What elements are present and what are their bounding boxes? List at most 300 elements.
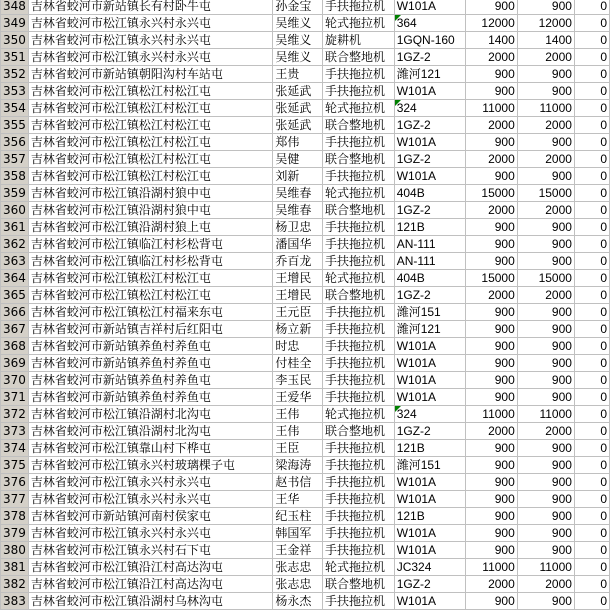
cell-amount-b[interactable]: 900 xyxy=(517,338,574,355)
cell-machine-type[interactable]: 手扶拖拉机 xyxy=(323,474,395,491)
row-header[interactable]: 373 xyxy=(1,423,29,440)
row-header[interactable]: 374 xyxy=(1,440,29,457)
cell-machine-type[interactable]: 旋耕机 xyxy=(323,32,395,49)
cell-machine-type[interactable]: 手扶拖拉机 xyxy=(323,134,395,151)
cell-address[interactable]: 吉林省蛟河市松江镇沿江村高达沟屯 xyxy=(28,576,272,593)
cell-address[interactable]: 吉林省蛟河市松江镇永兴村永兴屯 xyxy=(28,49,272,66)
cell-machine-type[interactable]: 轮式拖拉机 xyxy=(323,15,395,32)
cell-model[interactable]: W101A xyxy=(394,338,466,355)
table-row xyxy=(1,287,610,304)
cell-machine-type[interactable]: 手扶拖拉机 xyxy=(323,253,395,270)
cell-amount-c[interactable]: 0 xyxy=(574,202,609,219)
cell-machine-type[interactable]: 手扶拖拉机 xyxy=(323,0,395,15)
cell-amount-c[interactable]: 0 xyxy=(574,457,609,474)
cell-model[interactable]: JC324 xyxy=(394,559,466,576)
cell-amount-b[interactable]: 11000 xyxy=(517,559,574,576)
cell-name[interactable]: 王增民 xyxy=(273,287,323,304)
cell-machine-type[interactable]: 手扶拖拉机 xyxy=(323,372,395,389)
cell-address[interactable]: 吉林省蛟河市松江镇松江村松江屯 xyxy=(28,270,272,287)
cell-machine-type[interactable]: 联合整地机 xyxy=(323,423,395,440)
cell-amount-b[interactable]: 900 xyxy=(517,83,574,100)
cell-amount-c[interactable]: 0 xyxy=(574,491,609,508)
cell-amount-c[interactable]: 0 xyxy=(574,185,609,202)
row-header[interactable]: 376 xyxy=(1,474,29,491)
cell-name[interactable]: 韩国军 xyxy=(273,525,323,542)
cell-amount-c[interactable]: 0 xyxy=(574,321,609,338)
cell-amount-a[interactable]: 900 xyxy=(466,491,517,508)
row-header[interactable]: 352 xyxy=(1,66,29,83)
cell-amount-b[interactable]: 900 xyxy=(517,253,574,270)
cell-amount-c[interactable]: 0 xyxy=(574,66,609,83)
cell-address[interactable]: 吉林省蛟河市新站镇养鱼村养鱼屯 xyxy=(28,355,272,372)
row-header[interactable]: 367 xyxy=(1,321,29,338)
cell-name[interactable]: 纪玉柱 xyxy=(273,508,323,525)
cell-machine-type[interactable]: 手扶拖拉机 xyxy=(323,542,395,559)
cell-amount-c[interactable]: 0 xyxy=(574,270,609,287)
cell-model[interactable]: 121B xyxy=(394,508,466,525)
cell-machine-type[interactable]: 手扶拖拉机 xyxy=(323,321,395,338)
cell-machine-type[interactable]: 轮式拖拉机 xyxy=(323,270,395,287)
cell-amount-a[interactable]: 900 xyxy=(466,0,517,15)
cell-address[interactable]: 吉林省蛟河市松江镇松江村松江屯 xyxy=(28,168,272,185)
cell-address[interactable]: 吉林省蛟河市新站镇养鱼村养鱼屯 xyxy=(28,372,272,389)
cell-amount-a[interactable]: 2000 xyxy=(466,49,517,66)
row-header[interactable]: 370 xyxy=(1,372,29,389)
cell-address[interactable]: 吉林省蛟河市松江镇永兴村永兴屯 xyxy=(28,32,272,49)
cell-model[interactable]: 324 xyxy=(394,406,466,423)
cell-machine-type[interactable]: 手扶拖拉机 xyxy=(323,525,395,542)
cell-amount-b[interactable]: 15000 xyxy=(517,270,574,287)
cell-amount-a[interactable]: 15000 xyxy=(466,270,517,287)
cell-name[interactable]: 王爱华 xyxy=(273,389,323,406)
cell-name[interactable]: 王臣 xyxy=(273,440,323,457)
cell-name[interactable]: 张志忠 xyxy=(273,559,323,576)
cell-amount-a[interactable]: 2000 xyxy=(466,117,517,134)
cell-address[interactable]: 吉林省蛟河市松江镇沿湖村狼中屯 xyxy=(28,185,272,202)
cell-amount-c[interactable]: 0 xyxy=(574,406,609,423)
cell-amount-c[interactable]: 0 xyxy=(574,134,609,151)
cell-model[interactable]: 404B xyxy=(394,185,466,202)
cell-amount-b[interactable]: 900 xyxy=(517,593,574,610)
cell-model[interactable]: W101A xyxy=(394,168,466,185)
cell-address[interactable]: 吉林省蛟河市松江镇临江村杉松背屯 xyxy=(28,236,272,253)
cell-machine-type[interactable]: 轮式拖拉机 xyxy=(323,406,395,423)
cell-model[interactable]: W101A xyxy=(394,593,466,610)
cell-machine-type[interactable]: 联合整地机 xyxy=(323,287,395,304)
cell-amount-c[interactable]: 0 xyxy=(574,576,609,593)
cell-machine-type[interactable]: 联合整地机 xyxy=(323,151,395,168)
cell-amount-a[interactable]: 900 xyxy=(466,542,517,559)
cell-address[interactable]: 吉林省蛟河市松江镇松江村松江屯 xyxy=(28,151,272,168)
cell-name[interactable]: 吴维春 xyxy=(273,185,323,202)
cell-amount-c[interactable]: 0 xyxy=(574,0,609,15)
table-row xyxy=(1,304,610,321)
cell-amount-a[interactable]: 11000 xyxy=(466,406,517,423)
cell-amount-b[interactable]: 2000 xyxy=(517,117,574,134)
cell-amount-a[interactable]: 900 xyxy=(466,457,517,474)
cell-amount-a[interactable]: 900 xyxy=(466,525,517,542)
cell-machine-type[interactable]: 手扶拖拉机 xyxy=(323,219,395,236)
row-header[interactable]: 381 xyxy=(1,559,29,576)
cell-amount-a[interactable]: 900 xyxy=(466,338,517,355)
cell-model[interactable]: W101A xyxy=(394,355,466,372)
cell-model[interactable]: W101A xyxy=(394,525,466,542)
cell-address[interactable]: 吉林省蛟河市新站镇河南村侯家屯 xyxy=(28,508,272,525)
cell-amount-b[interactable]: 900 xyxy=(517,457,574,474)
cell-amount-b[interactable]: 15000 xyxy=(517,185,574,202)
row-header[interactable]: 378 xyxy=(1,508,29,525)
cell-address[interactable]: 吉林省蛟河市松江镇永兴村玻璃棵子屯 xyxy=(28,457,272,474)
cell-name[interactable]: 张延武 xyxy=(273,117,323,134)
cell-amount-c[interactable]: 0 xyxy=(574,338,609,355)
cell-name[interactable]: 杨永杰 xyxy=(273,593,323,610)
cell-amount-c[interactable]: 0 xyxy=(574,253,609,270)
cell-name[interactable]: 孙金宝 xyxy=(273,0,323,15)
cell-model[interactable]: AN-111 xyxy=(394,236,466,253)
cell-amount-b[interactable]: 900 xyxy=(517,491,574,508)
cell-amount-a[interactable]: 900 xyxy=(466,593,517,610)
row-header[interactable]: 366 xyxy=(1,304,29,321)
cell-model[interactable]: 1GZ-2 xyxy=(394,287,466,304)
cell-address[interactable]: 吉林省蛟河市松江镇松江村松江屯 xyxy=(28,100,272,117)
cell-name[interactable]: 王伟 xyxy=(273,423,323,440)
cell-machine-type[interactable]: 手扶拖拉机 xyxy=(323,355,395,372)
row-header[interactable]: 364 xyxy=(1,270,29,287)
row-header[interactable]: 383 xyxy=(1,593,29,610)
cell-amount-b[interactable]: 900 xyxy=(517,236,574,253)
table-row xyxy=(1,423,610,440)
cell-name[interactable]: 刘新 xyxy=(273,168,323,185)
cell-model[interactable]: 1GZ-2 xyxy=(394,423,466,440)
cell-model[interactable]: 404B xyxy=(394,270,466,287)
cell-amount-b[interactable]: 900 xyxy=(517,542,574,559)
cell-name[interactable]: 潘国华 xyxy=(273,236,323,253)
row-header[interactable]: 380 xyxy=(1,542,29,559)
cell-name[interactable]: 王元臣 xyxy=(273,304,323,321)
cell-name[interactable]: 王增民 xyxy=(273,270,323,287)
cell-amount-c[interactable]: 0 xyxy=(574,423,609,440)
cell-amount-c[interactable]: 0 xyxy=(574,15,609,32)
cell-amount-b[interactable]: 12000 xyxy=(517,15,574,32)
cell-machine-type[interactable]: 联合整地机 xyxy=(323,117,395,134)
cell-address[interactable]: 吉林省蛟河市松江镇松江村松江屯 xyxy=(28,83,272,100)
cell-amount-a[interactable]: 2000 xyxy=(466,576,517,593)
cell-amount-a[interactable]: 900 xyxy=(466,508,517,525)
table-row xyxy=(1,321,610,338)
cell-amount-b[interactable]: 900 xyxy=(517,440,574,457)
cell-name[interactable]: 付桂全 xyxy=(273,355,323,372)
cell-amount-a[interactable]: 900 xyxy=(466,219,517,236)
cell-model[interactable]: 1GZ-2 xyxy=(394,117,466,134)
cell-amount-a[interactable]: 11000 xyxy=(466,100,517,117)
cell-model[interactable]: 潍河121 xyxy=(394,66,466,83)
table-row xyxy=(1,372,610,389)
cell-amount-c[interactable]: 0 xyxy=(574,593,609,610)
cell-amount-c[interactable]: 0 xyxy=(574,236,609,253)
row-header[interactable]: 359 xyxy=(1,185,29,202)
cell-model[interactable]: W101A xyxy=(394,83,466,100)
row-header[interactable]: 350 xyxy=(1,32,29,49)
cell-name[interactable]: 王伟 xyxy=(273,406,323,423)
cell-amount-b[interactable]: 2000 xyxy=(517,151,574,168)
cell-amount-c[interactable]: 0 xyxy=(574,372,609,389)
cell-amount-b[interactable]: 900 xyxy=(517,525,574,542)
cell-amount-a[interactable]: 900 xyxy=(466,372,517,389)
cell-amount-b[interactable]: 1400 xyxy=(517,32,574,49)
cell-name[interactable]: 梁海涛 xyxy=(273,457,323,474)
cell-amount-c[interactable]: 0 xyxy=(574,389,609,406)
cell-amount-c[interactable]: 0 xyxy=(574,168,609,185)
cell-amount-b[interactable]: 2000 xyxy=(517,202,574,219)
cell-amount-b[interactable]: 11000 xyxy=(517,406,574,423)
cell-machine-type[interactable]: 手扶拖拉机 xyxy=(323,83,395,100)
row-header[interactable]: 356 xyxy=(1,134,29,151)
cell-amount-c[interactable]: 0 xyxy=(574,525,609,542)
row-header[interactable]: 351 xyxy=(1,49,29,66)
cell-amount-a[interactable]: 2000 xyxy=(466,287,517,304)
row-header[interactable]: 355 xyxy=(1,117,29,134)
cell-amount-c[interactable]: 0 xyxy=(574,117,609,134)
row-header[interactable]: 372 xyxy=(1,406,29,423)
row-header[interactable]: 368 xyxy=(1,338,29,355)
row-header[interactable]: 382 xyxy=(1,576,29,593)
cell-address[interactable]: 吉林省蛟河市松江镇永兴村永兴屯 xyxy=(28,525,272,542)
table-row xyxy=(1,49,610,66)
row-header[interactable]: 353 xyxy=(1,83,29,100)
cell-amount-b[interactable]: 900 xyxy=(517,66,574,83)
cell-model[interactable]: AN-111 xyxy=(394,253,466,270)
cell-amount-a[interactable]: 900 xyxy=(466,236,517,253)
row-header[interactable]: 375 xyxy=(1,457,29,474)
cell-amount-b[interactable]: 900 xyxy=(517,508,574,525)
cell-amount-a[interactable]: 900 xyxy=(466,168,517,185)
cell-amount-c[interactable]: 0 xyxy=(574,32,609,49)
cell-model[interactable]: W101A xyxy=(394,0,466,15)
cell-address[interactable]: 吉林省蛟河市松江镇靠山村下桦屯 xyxy=(28,440,272,457)
cell-amount-b[interactable]: 900 xyxy=(517,134,574,151)
cell-model[interactable]: 1GZ-2 xyxy=(394,49,466,66)
cell-amount-a[interactable]: 2000 xyxy=(466,202,517,219)
cell-amount-b[interactable]: 900 xyxy=(517,219,574,236)
cell-amount-b[interactable]: 900 xyxy=(517,372,574,389)
cell-machine-type[interactable]: 手扶拖拉机 xyxy=(323,389,395,406)
cell-amount-a[interactable]: 900 xyxy=(466,355,517,372)
row-header[interactable]: 349 xyxy=(1,15,29,32)
cell-amount-b[interactable]: 2000 xyxy=(517,576,574,593)
cell-model[interactable]: W101A xyxy=(394,474,466,491)
cell-address[interactable]: 吉林省蛟河市松江镇永兴村石下屯 xyxy=(28,542,272,559)
cell-address[interactable]: 吉林省蛟河市松江镇松江村松江屯 xyxy=(28,134,272,151)
cell-model[interactable]: W101A xyxy=(394,134,466,151)
cell-name[interactable]: 郑伟 xyxy=(273,134,323,151)
cell-amount-a[interactable]: 15000 xyxy=(466,185,517,202)
cell-model[interactable]: 324 xyxy=(394,100,466,117)
cell-model[interactable]: W101A xyxy=(394,372,466,389)
row-header[interactable]: 360 xyxy=(1,202,29,219)
row-header[interactable]: 377 xyxy=(1,491,29,508)
cell-amount-c[interactable]: 0 xyxy=(574,355,609,372)
cell-amount-b[interactable]: 11000 xyxy=(517,100,574,117)
row-header[interactable]: 362 xyxy=(1,236,29,253)
cell-amount-c[interactable]: 0 xyxy=(574,440,609,457)
cell-address[interactable]: 吉林省蛟河市新站镇朝阳沟村车站屯 xyxy=(28,66,272,83)
cell-name[interactable]: 时忠 xyxy=(273,338,323,355)
cell-amount-a[interactable]: 900 xyxy=(466,474,517,491)
cell-address[interactable]: 吉林省蛟河市松江镇松江村福来东屯 xyxy=(28,304,272,321)
row-header[interactable]: 357 xyxy=(1,151,29,168)
row-header[interactable]: 379 xyxy=(1,525,29,542)
table-row xyxy=(1,474,610,491)
cell-amount-b[interactable]: 900 xyxy=(517,168,574,185)
cell-amount-a[interactable]: 1400 xyxy=(466,32,517,49)
cell-name[interactable]: 乔百龙 xyxy=(273,253,323,270)
cell-machine-type[interactable]: 手扶拖拉机 xyxy=(323,168,395,185)
cell-address[interactable]: 吉林省蛟河市松江镇沿湖村北沟屯 xyxy=(28,406,272,423)
cell-name[interactable]: 杨立新 xyxy=(273,321,323,338)
cell-amount-b[interactable]: 900 xyxy=(517,321,574,338)
cell-amount-a[interactable]: 900 xyxy=(466,134,517,151)
row-header[interactable]: 369 xyxy=(1,355,29,372)
cell-machine-type[interactable]: 联合整地机 xyxy=(323,49,395,66)
cell-amount-c[interactable]: 0 xyxy=(574,508,609,525)
cell-name[interactable]: 吴维义 xyxy=(273,15,323,32)
cell-name[interactable]: 吴维义 xyxy=(273,32,323,49)
cell-model[interactable]: 潍河151 xyxy=(394,457,466,474)
cell-amount-c[interactable]: 0 xyxy=(574,219,609,236)
cell-amount-b[interactable]: 2000 xyxy=(517,49,574,66)
row-header[interactable]: 354 xyxy=(1,100,29,117)
row-header[interactable]: 371 xyxy=(1,389,29,406)
cell-name[interactable]: 杨卫忠 xyxy=(273,219,323,236)
cell-model[interactable]: 1GQN-160 xyxy=(394,32,466,49)
cell-model[interactable]: 潍河121 xyxy=(394,321,466,338)
cell-name[interactable]: 吴维义 xyxy=(273,49,323,66)
cell-amount-b[interactable]: 900 xyxy=(517,0,574,15)
cell-amount-c[interactable]: 0 xyxy=(574,287,609,304)
cell-amount-b[interactable]: 900 xyxy=(517,389,574,406)
cell-name[interactable]: 吴维春 xyxy=(273,202,323,219)
cell-machine-type[interactable]: 联合整地机 xyxy=(323,576,395,593)
cell-machine-type[interactable]: 手扶拖拉机 xyxy=(323,593,395,610)
row-header[interactable]: 358 xyxy=(1,168,29,185)
cell-machine-type[interactable]: 手扶拖拉机 xyxy=(323,457,395,474)
cell-machine-type[interactable]: 轮式拖拉机 xyxy=(323,559,395,576)
cell-machine-type[interactable]: 轮式拖拉机 xyxy=(323,185,395,202)
row-header[interactable]: 365 xyxy=(1,287,29,304)
cell-machine-type[interactable]: 联合整地机 xyxy=(323,202,395,219)
cell-amount-a[interactable]: 900 xyxy=(466,389,517,406)
cell-amount-a[interactable]: 900 xyxy=(466,253,517,270)
cell-model[interactable]: 潍河151 xyxy=(394,304,466,321)
cell-name[interactable]: 张延武 xyxy=(273,100,323,117)
cell-amount-a[interactable]: 11000 xyxy=(466,559,517,576)
row-header[interactable]: 363 xyxy=(1,253,29,270)
cell-amount-c[interactable]: 0 xyxy=(574,542,609,559)
cell-machine-type[interactable]: 手扶拖拉机 xyxy=(323,491,395,508)
cell-amount-c[interactable]: 0 xyxy=(574,49,609,66)
cell-name[interactable]: 张延武 xyxy=(273,83,323,100)
cell-address[interactable]: 吉林省蛟河市松江镇沿江村高达沟屯 xyxy=(28,559,272,576)
cell-address[interactable]: 吉林省蛟河市松江镇沿湖村狼中屯 xyxy=(28,202,272,219)
cell-amount-c[interactable]: 0 xyxy=(574,83,609,100)
cell-machine-type[interactable]: 手扶拖拉机 xyxy=(323,66,395,83)
cell-amount-b[interactable]: 2000 xyxy=(517,423,574,440)
cell-amount-b[interactable]: 2000 xyxy=(517,287,574,304)
cell-address[interactable]: 吉林省蛟河市松江镇沿湖村狼上屯 xyxy=(28,219,272,236)
cell-address[interactable]: 吉林省蛟河市松江镇永兴村永兴屯 xyxy=(28,474,272,491)
cell-amount-a[interactable]: 2000 xyxy=(466,423,517,440)
cell-amount-a[interactable]: 900 xyxy=(466,66,517,83)
cell-address[interactable]: 吉林省蛟河市松江镇松江村松江屯 xyxy=(28,287,272,304)
cell-name[interactable]: 张志忠 xyxy=(273,576,323,593)
row-header[interactable]: 361 xyxy=(1,219,29,236)
cell-machine-type[interactable]: 手扶拖拉机 xyxy=(323,236,395,253)
cell-amount-a[interactable]: 2000 xyxy=(466,151,517,168)
cell-address[interactable]: 吉林省蛟河市松江镇永兴村永兴屯 xyxy=(28,15,272,32)
cell-model[interactable]: 121B xyxy=(394,219,466,236)
table-row xyxy=(1,338,610,355)
cell-name[interactable]: 赵书信 xyxy=(273,474,323,491)
cell-address[interactable]: 吉林省蛟河市新站镇养鱼村养鱼屯 xyxy=(28,338,272,355)
table-row xyxy=(1,151,610,168)
cell-amount-a[interactable]: 900 xyxy=(466,304,517,321)
cell-amount-a[interactable]: 900 xyxy=(466,83,517,100)
cell-address[interactable]: 吉林省蛟河市松江镇临江村杉松背屯 xyxy=(28,253,272,270)
cell-address[interactable]: 吉林省蛟河市新站镇吉祥村后红阳屯 xyxy=(28,321,272,338)
cell-name[interactable]: 吴健 xyxy=(273,151,323,168)
cell-model[interactable]: 364 xyxy=(394,15,466,32)
cell-name[interactable]: 王华 xyxy=(273,491,323,508)
cell-model[interactable]: 121B xyxy=(394,440,466,457)
cell-address[interactable]: 吉林省蛟河市松江镇沿湖村乌林沟屯 xyxy=(28,593,272,610)
cell-address[interactable]: 吉林省蛟河市新站镇养鱼村养鱼屯 xyxy=(28,389,272,406)
cell-model[interactable]: 1GZ-2 xyxy=(394,576,466,593)
cell-name[interactable]: 王贵 xyxy=(273,66,323,83)
cell-address[interactable]: 吉林省蛟河市松江镇永兴村永兴屯 xyxy=(28,491,272,508)
cell-model[interactable]: W101A xyxy=(394,491,466,508)
row-header[interactable]: 348 xyxy=(1,0,29,15)
cell-machine-type[interactable]: 手扶拖拉机 xyxy=(323,508,395,525)
cell-amount-b[interactable]: 900 xyxy=(517,355,574,372)
cell-name[interactable]: 李玉民 xyxy=(273,372,323,389)
cell-amount-b[interactable]: 900 xyxy=(517,304,574,321)
cell-model[interactable]: 1GZ-2 xyxy=(394,202,466,219)
cell-machine-type[interactable]: 手扶拖拉机 xyxy=(323,440,395,457)
cell-address[interactable]: 吉林省蛟河市新站镇长有村卧牛屯 xyxy=(28,0,272,15)
cell-amount-a[interactable]: 12000 xyxy=(466,15,517,32)
table-row xyxy=(1,576,610,593)
cell-address[interactable]: 吉林省蛟河市松江镇沿湖村北沟屯 xyxy=(28,423,272,440)
cell-amount-a[interactable]: 900 xyxy=(466,321,517,338)
cell-model[interactable]: W101A xyxy=(394,542,466,559)
cell-machine-type[interactable]: 手扶拖拉机 xyxy=(323,338,395,355)
cell-amount-a[interactable]: 900 xyxy=(466,440,517,457)
cell-model[interactable]: W101A xyxy=(394,389,466,406)
cell-amount-c[interactable]: 0 xyxy=(574,474,609,491)
cell-amount-c[interactable]: 0 xyxy=(574,304,609,321)
table-row xyxy=(1,32,610,49)
cell-amount-c[interactable]: 0 xyxy=(574,151,609,168)
cell-amount-c[interactable]: 0 xyxy=(574,100,609,117)
cell-model[interactable]: 1GZ-2 xyxy=(394,151,466,168)
cell-machine-type[interactable]: 手扶拖拉机 xyxy=(323,304,395,321)
cell-amount-c[interactable]: 0 xyxy=(574,559,609,576)
cell-address[interactable]: 吉林省蛟河市松江镇松江村松江屯 xyxy=(28,117,272,134)
cell-machine-type[interactable]: 轮式拖拉机 xyxy=(323,100,395,117)
cell-amount-b[interactable]: 900 xyxy=(517,474,574,491)
table-row xyxy=(1,542,610,559)
cell-name[interactable]: 王金祥 xyxy=(273,542,323,559)
